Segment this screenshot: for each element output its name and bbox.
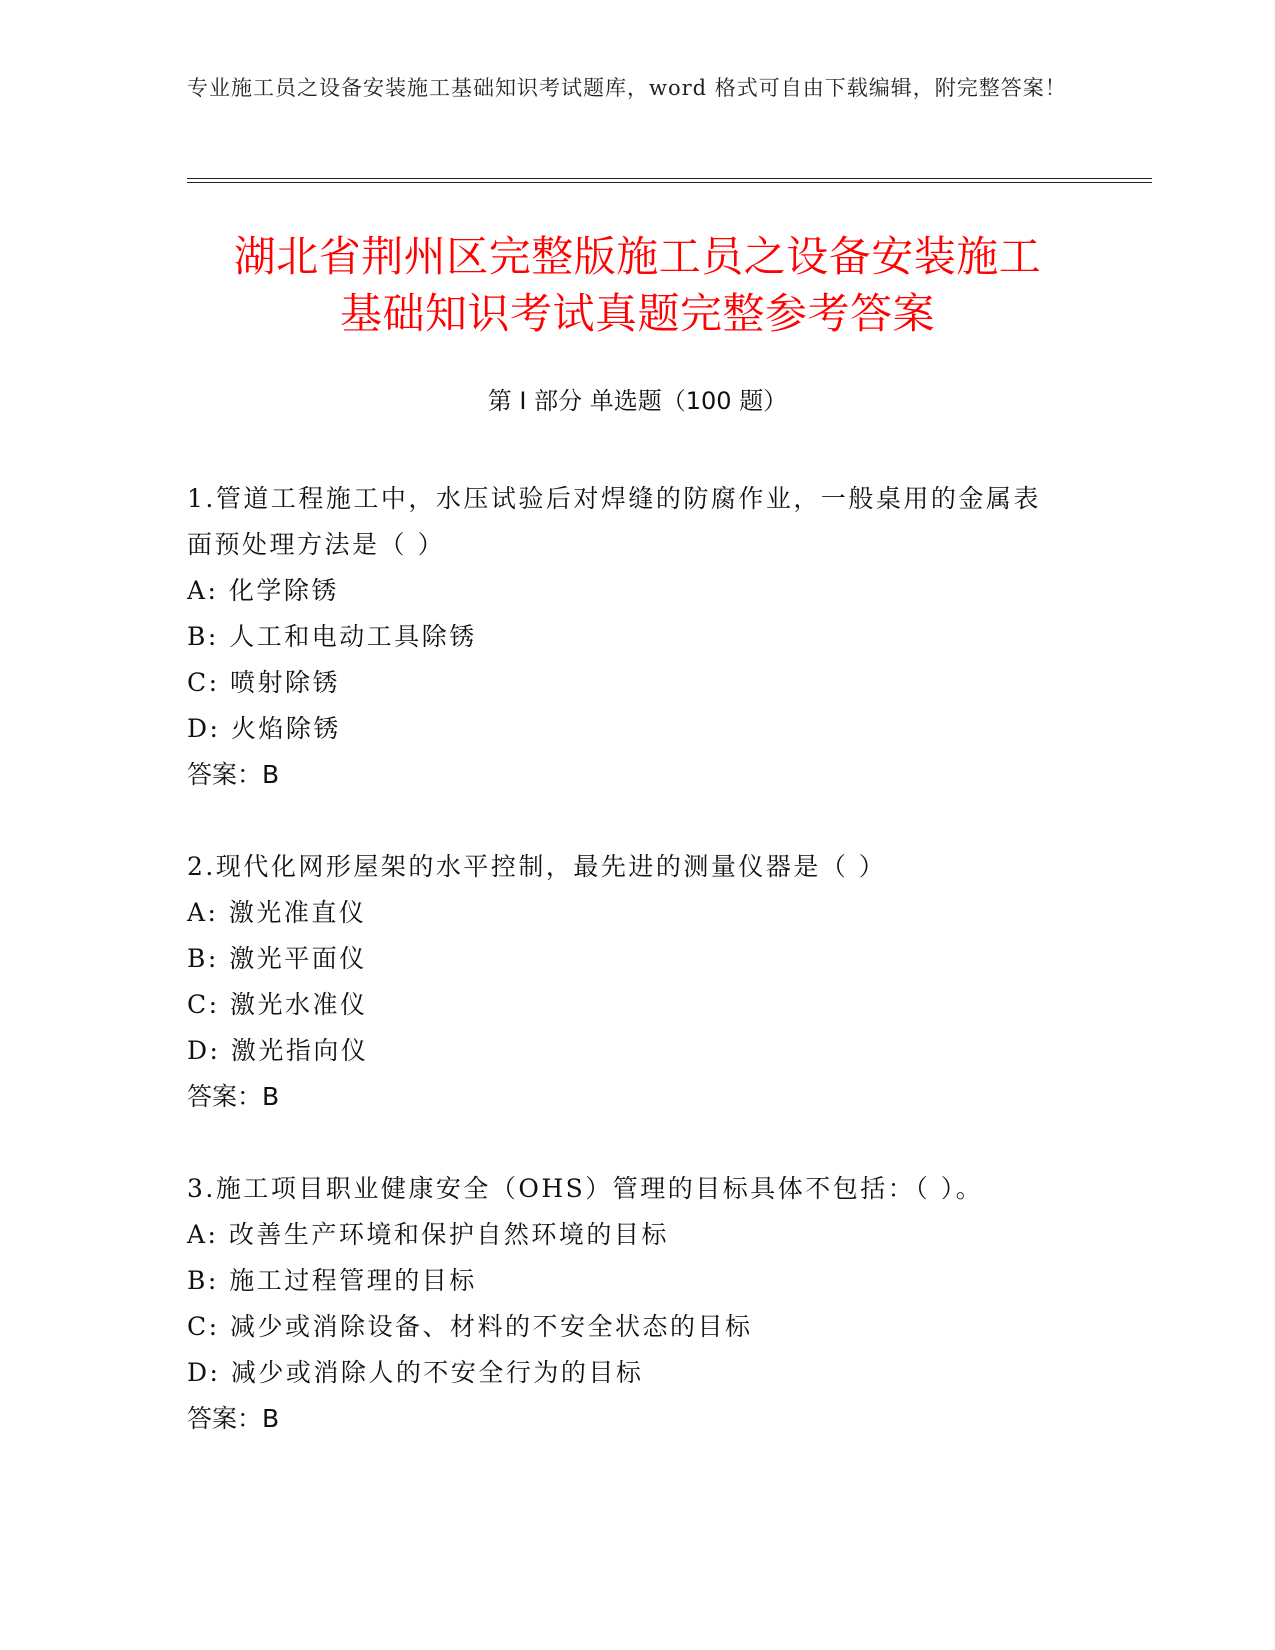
option-b: B: 人工和电动工具除锈 [187, 622, 477, 651]
question-2 [187, 844, 1067, 1120]
question-stem: 2.现代化网形屋架的水平控制，最先进的测量仪器是（ ） [187, 852, 887, 881]
option-d: D: 减少或消除人的不安全行为的目标 [187, 1358, 644, 1387]
question-stem: 1.管道工程施工中，水压试验后对焊缝的防腐作业，一般桌用的金属表面预处理方法是（ ） [187, 484, 1041, 559]
question-1 [187, 476, 1067, 798]
option-c: C: 减少或消除设备、材料的不安全状态的目标 [187, 1312, 753, 1341]
option-b: B: 施工过程管理的目标 [187, 1266, 477, 1295]
option-a: A: 化学除锈 [187, 576, 339, 605]
section-heading: 第 I 部分 单选题（100 题） [487, 387, 788, 415]
answer: 答案：B [187, 760, 280, 789]
option-b: B: 激光平面仪 [187, 944, 367, 973]
question-stem: 3.施工项目职业健康安全（OHS）管理的目标具体不包括：（ ）。 [187, 1174, 984, 1203]
option-c: C: 激光水准仪 [187, 990, 368, 1019]
option-a: A: 改善生产环境和保护自然环境的目标 [187, 1220, 669, 1249]
document-title-line-1: 湖北省荆州区完整版施工员之设备安装施工 [233, 232, 1042, 281]
question-3 [187, 1166, 1067, 1442]
answer: 答案：B [187, 1404, 280, 1433]
option-d: D: 火焰除锈 [187, 714, 341, 743]
header-note: 专业施工员之设备安装施工基础知识考试题库，word 格式可自由下载编辑，附完整答案！ [187, 76, 1067, 100]
header-divider [187, 178, 1152, 183]
option-d: D: 激光指向仪 [187, 1036, 369, 1065]
document-title-line-2: 基础知识考试真题完整参考答案 [339, 289, 935, 338]
document-title [150, 228, 1125, 342]
option-a: A: 激光准直仪 [187, 898, 367, 927]
question-list [187, 476, 1067, 1488]
option-c: C: 喷射除锈 [187, 668, 340, 697]
answer: 答案：B [187, 1082, 280, 1111]
